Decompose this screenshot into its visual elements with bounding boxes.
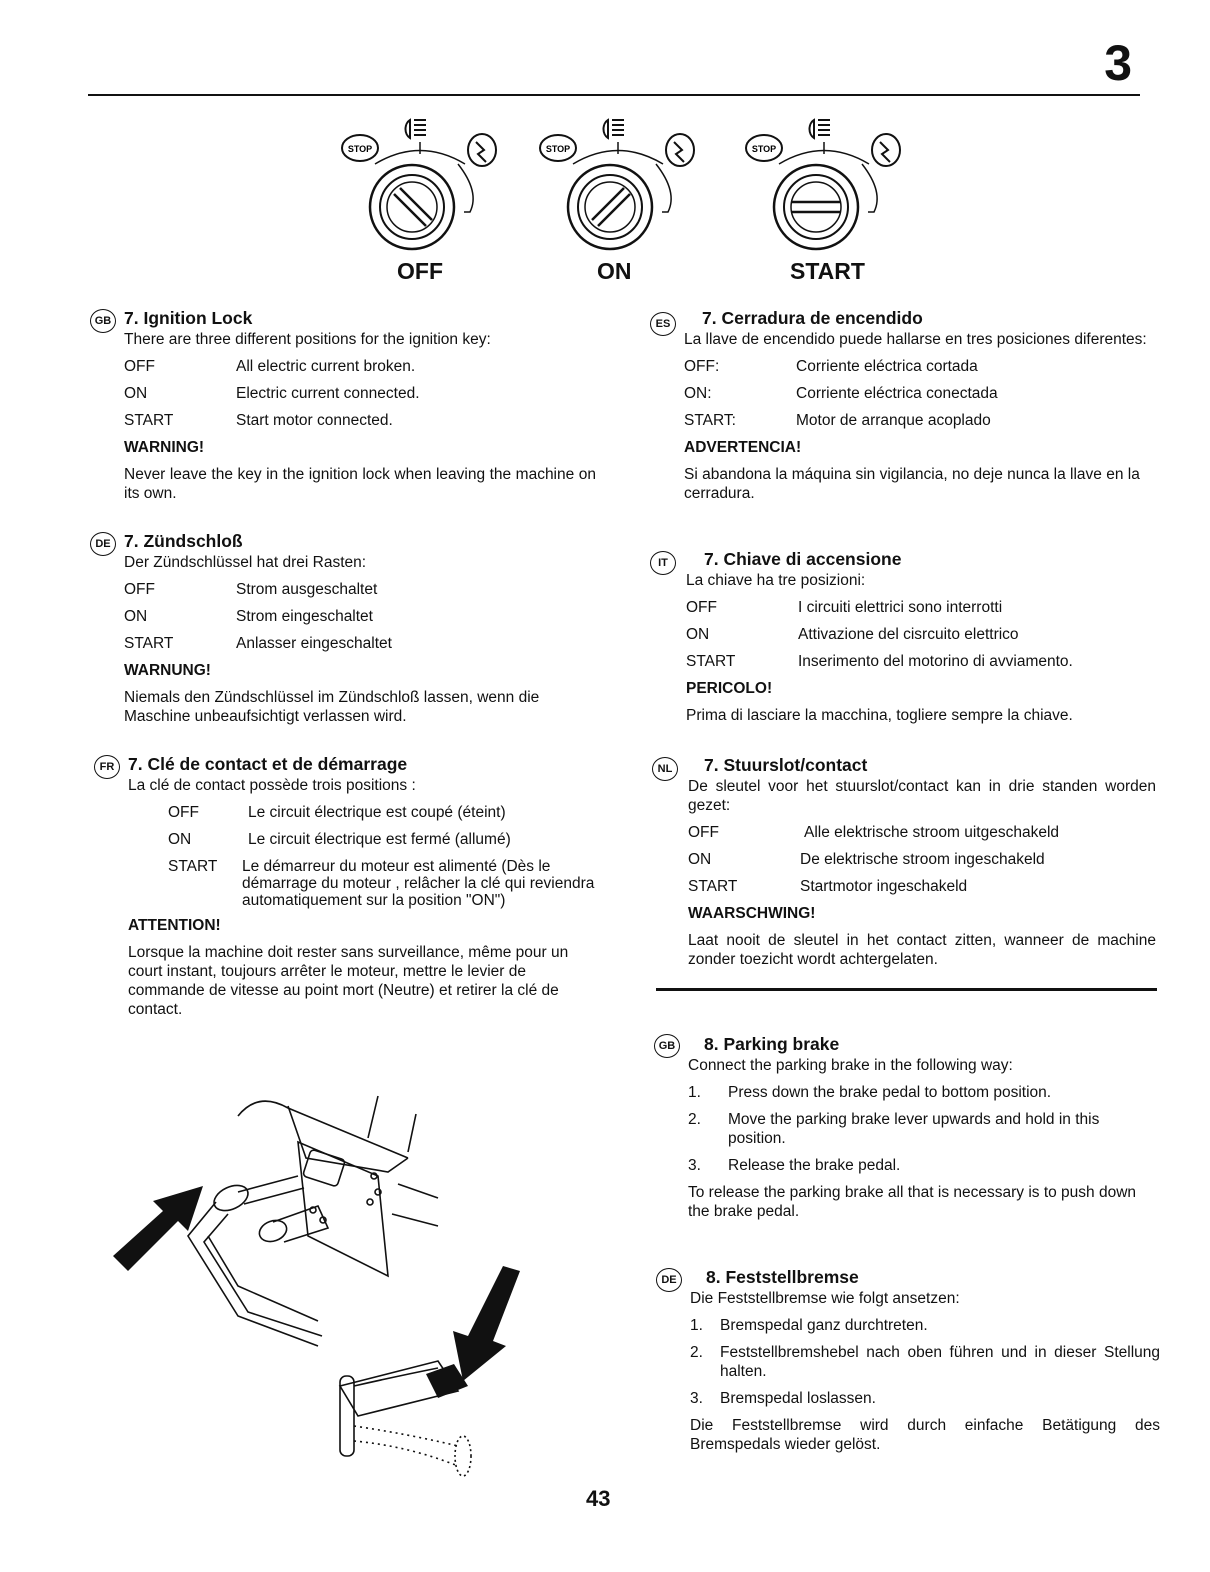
section-intro: Der Zündschlüssel hat drei Rasten:	[124, 554, 367, 572]
section-title: 7. Clé de contact et de démarrage	[128, 754, 408, 774]
section-title: 8. Parking brake	[704, 1034, 840, 1054]
section-intro: La clé de contact possède trois positions :	[128, 777, 416, 795]
section-intro: There are three different positions for the ignition key:	[124, 331, 491, 349]
section-es-cerradura	[655, 308, 1152, 504]
position-row: OFF Alle elektrische stroom uitgeschakeld	[688, 824, 1060, 842]
warning-title: WARNING!	[124, 438, 205, 456]
step-item: 3. Bremspedal loslassen.	[690, 1389, 876, 1407]
section-gb-parking-brake	[658, 1034, 1158, 1222]
section-it-chiave	[658, 549, 1152, 726]
section-nl-stuurslot	[657, 755, 1156, 970]
key-position-off-diagram	[342, 120, 496, 249]
header-rule	[88, 94, 1140, 96]
flag-de-icon: DE	[656, 1268, 682, 1292]
flag-es-icon: ES	[650, 312, 676, 336]
section-title: 7. Zündschloß	[124, 531, 243, 551]
warning-title: ADVERTENCIA!	[684, 438, 802, 456]
section-de-feststellbremse	[661, 1267, 1160, 1455]
headlight-icon	[405, 120, 426, 138]
position-row: OFF: Corriente eléctrica cortada	[684, 358, 978, 376]
warning-title: PERICOLO!	[686, 679, 773, 697]
position-label-off: OFF	[397, 258, 443, 284]
flag-nl-icon: NL	[652, 757, 678, 781]
warning-text: Laat nooit de sleutel in het contact zitten, wanneer de machine zonder toezicht wordt achtergelaten.	[688, 931, 1156, 968]
position-row: START Inserimento del motorino di avviamento.	[686, 653, 1073, 671]
section-de-zundschloss	[95, 531, 596, 727]
warning-title: WAARSCHWING!	[688, 904, 816, 922]
position-row: START: Motor de arranque acoplado	[684, 412, 991, 430]
warning-text: Prima di lasciare la macchina, togliere sempre la chiave.	[686, 706, 1073, 724]
section-title: 7. Chiave di accensione	[704, 549, 902, 569]
position-row: OFF Le circuit électrique est coupé (éteint)	[168, 804, 506, 822]
position-row: START Le démarreur du moteur est alimenté (Dès le démarrage du moteur , relâcher la clé qui reviendra automatiquement sur la position "ON")	[168, 858, 595, 910]
position-row: START Anlasser eingeschaltet	[124, 635, 392, 653]
chapter-number: 3	[1104, 35, 1132, 91]
flag-fr-icon: FR	[94, 755, 120, 779]
section-title: 7. Stuurslot/contact	[704, 755, 868, 775]
position-row: OFF I circuiti elettrici sono interrotti	[686, 599, 1003, 617]
position-row: START Start motor connected.	[124, 412, 393, 430]
page-number: 43	[586, 1486, 611, 1511]
step-item: 1. Bremspedal ganz durchtreten.	[690, 1317, 928, 1335]
warning-text: Si abandona la máquina sin vigilancia, no deje nunca la llave en la cerradura.	[684, 465, 1140, 502]
position-row: ON Strom eingeschaltet	[124, 608, 373, 626]
warning-text: Niemals den Zündschlüssel im Zündschloß lassen, wenn die Maschine unbeaufsichtigt verlassen wird.	[124, 688, 540, 725]
warning-title: WARNUNG!	[124, 661, 211, 679]
ignition-key-diagram	[330, 112, 930, 262]
position-row: ON De elektrische stroom ingeschakeld	[688, 851, 1045, 869]
position-label-on: ON	[597, 258, 632, 284]
section-title: 7. Cerradura de encendido	[702, 308, 923, 328]
position-row: ON Attivazione del cisrcuito elettrico	[686, 626, 1019, 644]
section-gb-ignition-lock	[94, 308, 596, 504]
section-intro: La llave de encendido puede hallarse en tres posiciones diferentes:	[684, 331, 1147, 349]
section-outro: Die Feststellbremse wird durch einfache Betätigung des Bremspedals wieder gelöst.	[690, 1416, 1160, 1453]
step-item: 3. Release the brake pedal.	[688, 1156, 901, 1174]
arrow-indicator	[113, 1186, 203, 1271]
position-row: OFF Strom ausgeschaltet	[124, 581, 378, 599]
svg-text:STOP: STOP	[751, 144, 777, 154]
arrow-indicator	[453, 1266, 520, 1381]
section-intro: La chiave ha tre posizioni:	[686, 572, 866, 590]
section-intro: Connect the parking brake in the following way:	[688, 1057, 1013, 1075]
key-position-on-diagram	[540, 120, 694, 249]
section-intro: Die Feststellbremse wie folgt ansetzen:	[690, 1290, 960, 1308]
svg-text:STOP: STOP	[545, 144, 571, 154]
position-row: START Startmotor ingeschakeld	[688, 877, 968, 895]
stop-icon-label: STOP	[347, 144, 373, 154]
section-title: 7. Ignition Lock	[124, 308, 253, 328]
section-divider	[656, 988, 1157, 991]
warning-title: ATTENTION!	[128, 917, 221, 935]
step-item: 1. Press down the brake pedal to bottom position.	[688, 1084, 1052, 1102]
flag-gb-icon: GB	[90, 309, 116, 333]
position-row: ON: Corriente eléctrica conectada	[684, 385, 998, 403]
warning-text: Lorsque la machine doit rester sans surveillance, même pour un court instant, toujours arrêter le moteur, mettre le levier de commande de vitesse au point mort (Neutre) et retirer la clé de contact.	[128, 944, 569, 1018]
flag-it-icon: IT	[650, 551, 676, 575]
parking-brake-illustration	[108, 1086, 538, 1496]
section-outro: To release the parking brake all that is necessary is to push down the brake pedal.	[688, 1183, 1137, 1220]
warning-text: Never leave the key in the ignition lock when leaving the machine on its own.	[124, 465, 596, 502]
position-row: ON Le circuit électrique est fermé (allumé)	[168, 831, 511, 849]
step-item: 2. Move the parking brake lever upwards and hold in this position.	[688, 1111, 1100, 1148]
section-intro: De sleutel voor het stuurslot/contact kan in drie standen worden gezet:	[688, 778, 1156, 815]
flag-de-icon: DE	[90, 532, 116, 556]
flag-gb-icon: GB	[654, 1034, 680, 1058]
section-title: 8. Feststellbremse	[706, 1267, 859, 1287]
engine-start-icon	[468, 134, 496, 166]
step-item: 2. Feststellbremshebel nach oben führen und in dieser Stellung halten.	[690, 1344, 1160, 1381]
position-label-start: START	[790, 258, 865, 284]
position-row: ON Electric current connected.	[124, 385, 420, 403]
position-row: OFF All electric current broken.	[124, 358, 416, 376]
section-fr-cle-de-contact	[99, 754, 600, 1020]
key-position-start-diagram	[746, 120, 900, 249]
